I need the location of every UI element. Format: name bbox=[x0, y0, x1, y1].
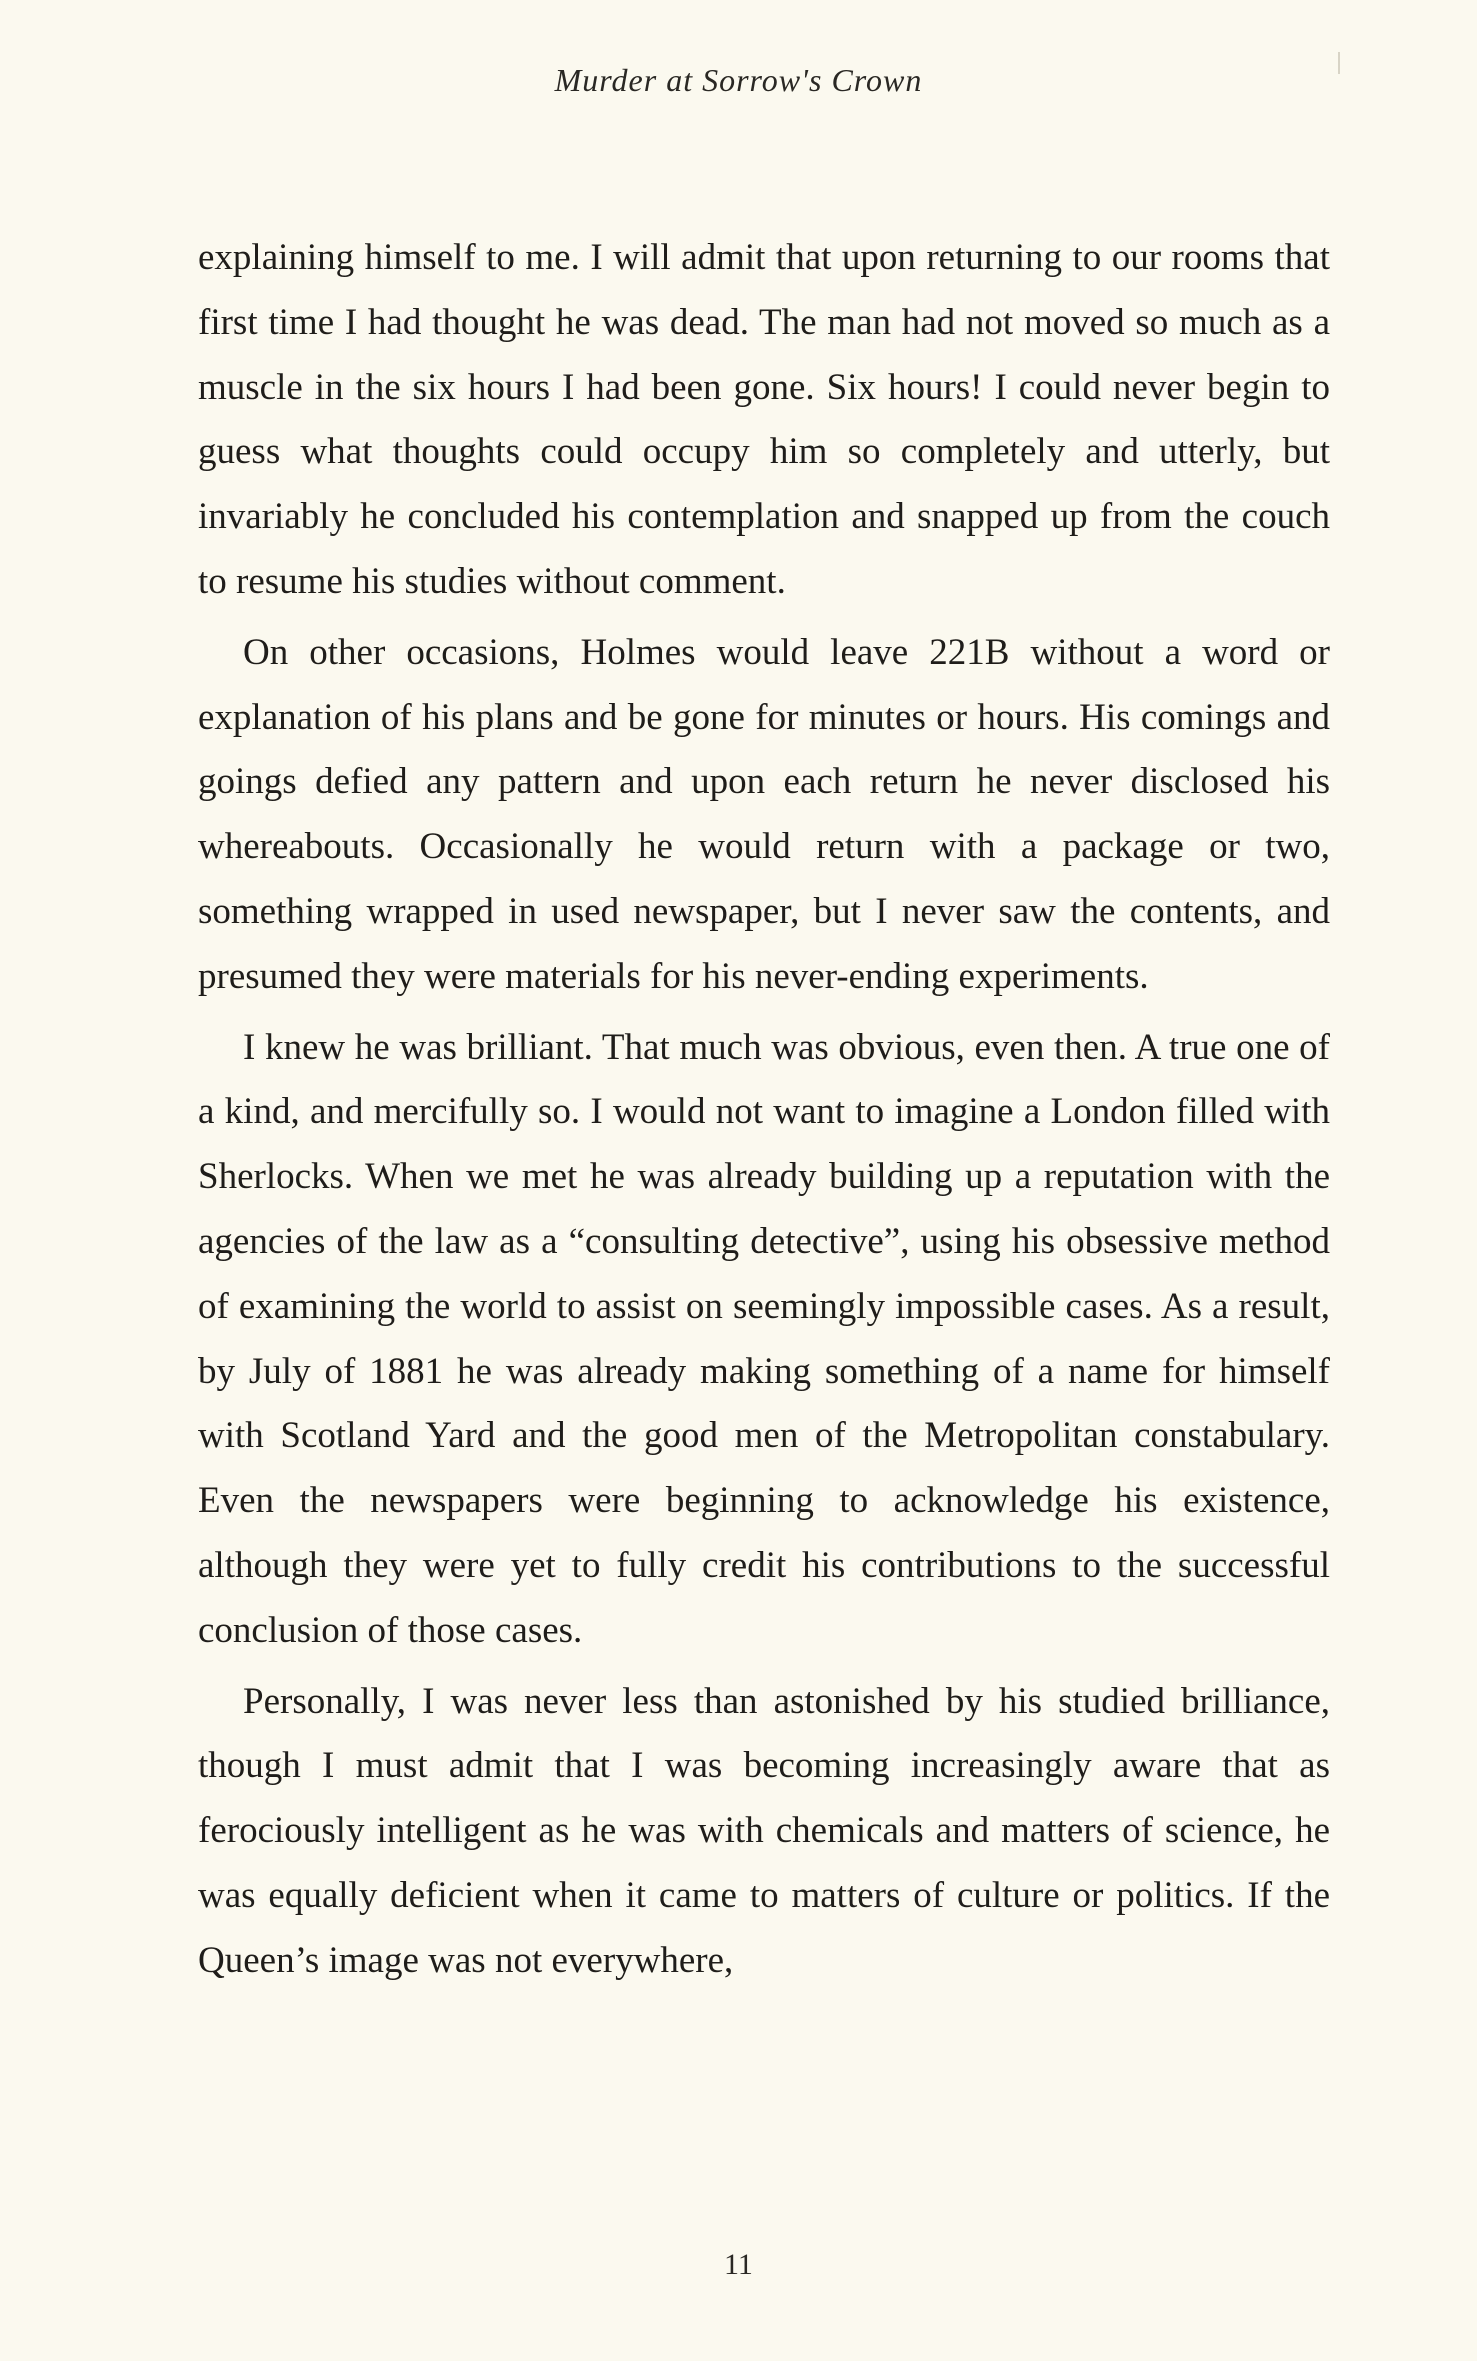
body-text bbox=[198, 226, 1330, 1994]
page-edge-mark bbox=[1338, 52, 1340, 74]
paragraph-1: explaining himself to me. I will admit that upon returning to our rooms that first time I had thought he was dead. The man had not moved so much as a muscle in the six hours I had been gone. Six hours! I could never begin to guess what thoughts could occupy him so completely and utterly, but invariably he concluded his contemplation and snapped up from the couch to resume his studies without comment. bbox=[198, 237, 1330, 602]
paragraph-4: Personally, I was never less than astonished by his studied brilliance, though I must admit that I was becoming increasingly aware that as ferociously intelligent as he was with chemicals and matters of science, he was equally deficient when it came to matters of culture or politics. If the Queen’s image was not everywhere, bbox=[198, 1680, 1330, 1981]
page-number: 11 bbox=[724, 2248, 753, 2281]
running-head: Murder at Sorrow's Crown bbox=[554, 62, 923, 98]
paragraph-2: On other occasions, Holmes would leave 221B without a word or explanation of his plans and be gone for minutes or hours. His comings and goings defied any pattern and upon each return he never disclosed his whereabouts. Occasionally he would return with a package or two, something wrapped in used newspaper, but I never saw the contents, and presumed they were materials for his never-ending experiments. bbox=[198, 631, 1330, 997]
paragraph-3: I knew he was brilliant. That much was obvious, even then. A true one of a kind, and mercifully so. I would not want to imagine a London filled with Sherlocks. When we met he was already building up a reputation with the agencies of the law as a “consulting detective”, using his obsessive method of examining the world to assist on seemingly impossible cases. As a result, by July of 1881 he was already making something of a name for himself with Scotland Yard and the good men of the Metropolitan constabulary. Even the newspapers were beginning to acknowledge his existence, although they were yet to fully credit his contributions to the successful conclusion of those cases. bbox=[198, 1026, 1330, 1651]
